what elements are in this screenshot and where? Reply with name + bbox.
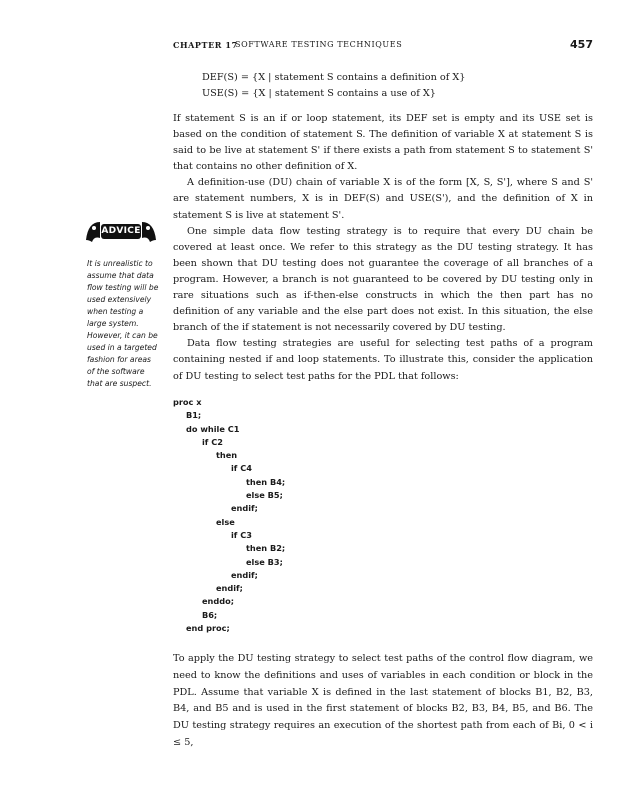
paragraph-data-flow-usefulness: Data flow testing strategies are useful for selecting test paths of a program containing nested if and loop statements. To illustrate this, consider the application of DU testing to select test paths for the PDL that follows: bbox=[173, 338, 593, 382]
code-line: then bbox=[216, 450, 238, 461]
code-line: B6; bbox=[202, 609, 218, 620]
paragraph-live-definition: If statement S is an if or loop statement, its DEF set is empty and its USE set is based on the condition of statement S. The definition of variable X at statement S is said to be live at statement S' if there exists a path from statement S to statement S' that contains no other definition of X. bbox=[173, 113, 593, 173]
advice-badge: ADVICE bbox=[101, 224, 141, 239]
chapter-title: SOFTWARE TESTING TECHNIQUES bbox=[235, 40, 403, 49]
code-line: endif; bbox=[231, 569, 258, 580]
code-line: enddo; bbox=[202, 596, 235, 607]
code-line: else B3; bbox=[246, 556, 283, 567]
def-set-definition: DEF(S) = {X | statement S contains a definition of X} bbox=[202, 72, 466, 83]
body-text bbox=[173, 111, 593, 385]
page-number: 457 bbox=[570, 38, 593, 51]
code-line: else bbox=[216, 516, 235, 527]
code-line: if C3 bbox=[231, 529, 252, 540]
body-text-continued bbox=[173, 651, 593, 752]
code-line: B1; bbox=[186, 410, 202, 421]
paragraph-du-application: To apply the DU testing strategy to select test paths of the control flow diagram, we need to know the definitions and uses of variables in each condition or block in the PDL. Assume that variable X is defined in the last statement of blocks B1, B2, B3, B4, and B5 and is used in the first statement of blocks B2, B3, B4, B5, and B6. The DU testing strategy requires an execution of the shortest path from each of Bi, 0 < i ≤ 5, bbox=[173, 653, 593, 748]
code-line: proc x bbox=[173, 397, 202, 407]
running-header bbox=[173, 40, 593, 54]
code-line: if C4 bbox=[231, 463, 252, 474]
sidebar-advice-note: It is unrealistic to assume that data flow testing will be used extensively when testing a large system. However, it can be used in a targeted fashion for areas of the software that are suspect. bbox=[87, 259, 159, 388]
code-line: end proc; bbox=[186, 623, 230, 634]
code-line: if C2 bbox=[202, 436, 223, 447]
code-line: then B4; bbox=[246, 476, 286, 487]
pdl-code-block bbox=[173, 396, 285, 635]
paragraph-du-strategy: One simple data flow testing strategy is to require that every DU chain be covered at least once. We refer to this strategy as the DU testing strategy. It has been shown that DU testing does not guarantee the coverage of all branches of a program. However, a branch is not guaranteed to be covered by DU testing only in rare situations such as if-then-else constructs in which the then part has no definition of any variable and the else part does not exist. In this situation, the else branch of the if statement is not necessarily covered by DU testing. bbox=[173, 225, 593, 334]
use-set-definition: USE(S) = {X | statement S contains a use of X} bbox=[202, 88, 436, 99]
code-line: do while C1 bbox=[186, 423, 240, 434]
code-line: endif; bbox=[216, 583, 243, 594]
code-line: endif; bbox=[231, 503, 258, 514]
advice-icon bbox=[84, 216, 158, 246]
code-line: else B5; bbox=[246, 490, 283, 501]
chapter-label: CHAPTER 17 bbox=[173, 40, 238, 50]
code-line: then B2; bbox=[246, 543, 286, 554]
paragraph-du-chain: A definition-use (DU) chain of variable X is of the form [X, S, S'], where S and S' are statement numbers, X is in DEF(S) and USE(S'), and the definition of X in statement S is live at statement S'. bbox=[173, 177, 593, 221]
